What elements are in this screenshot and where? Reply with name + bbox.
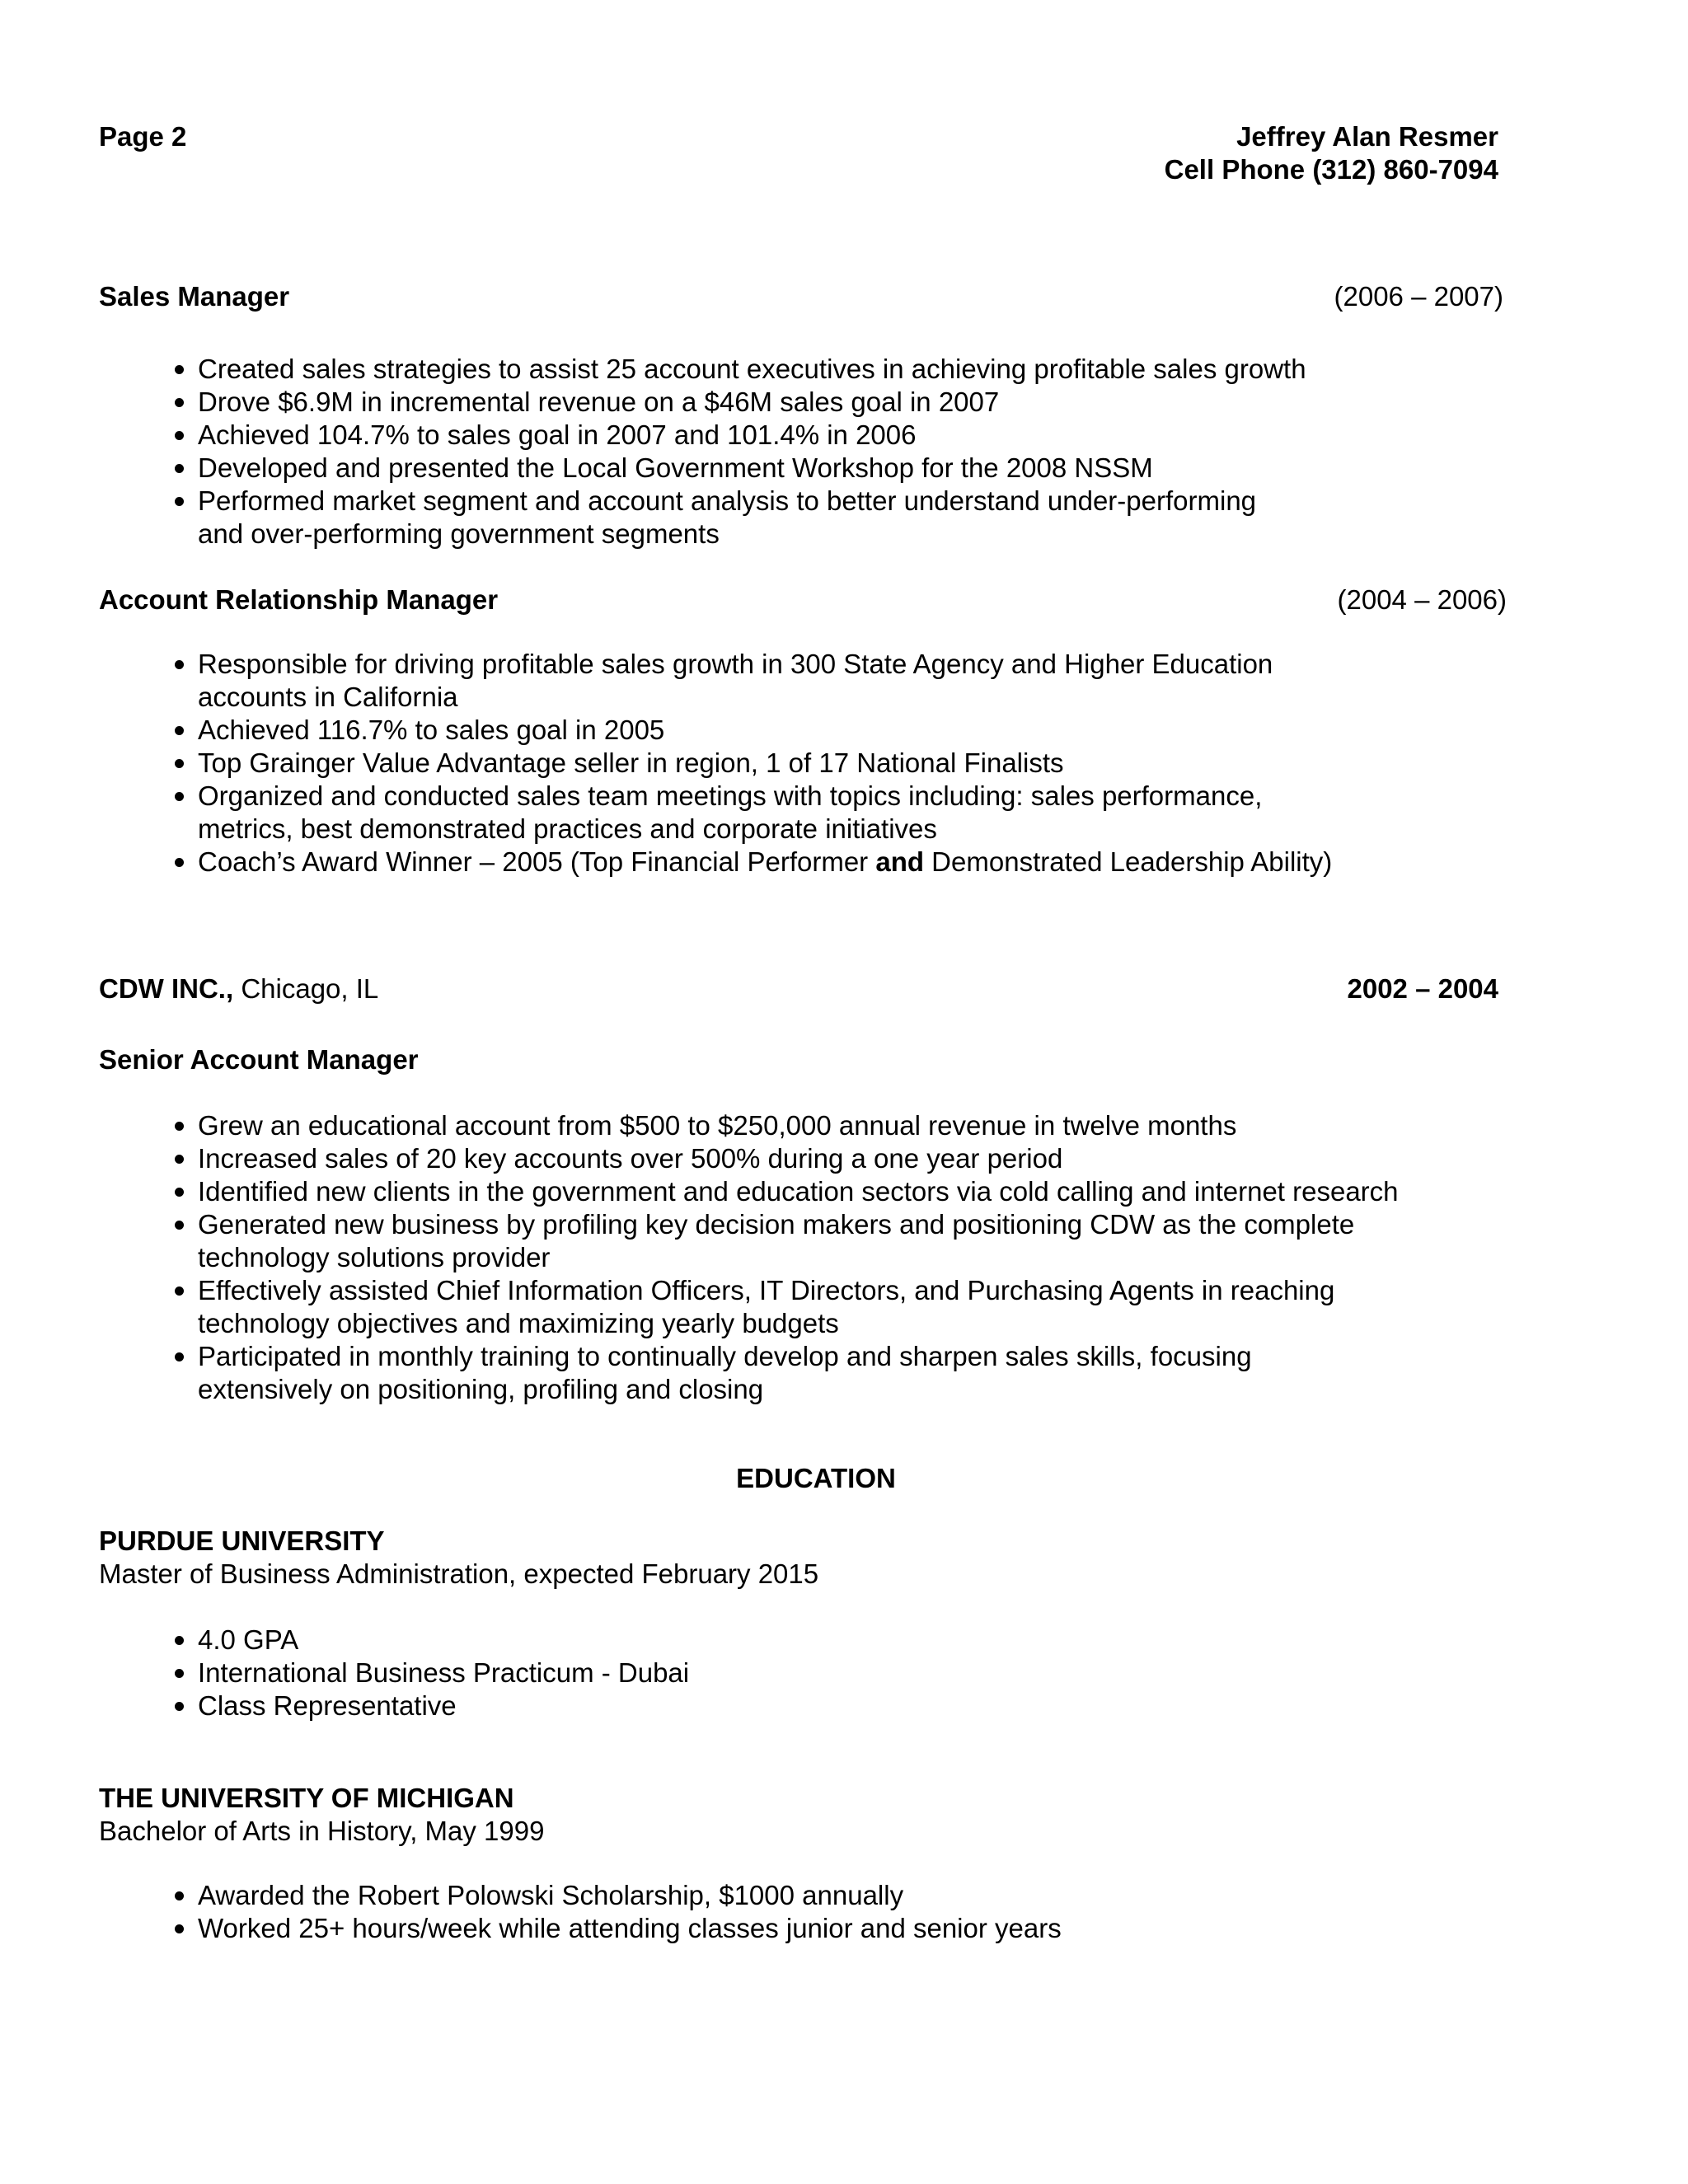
list-item-continuation: accounts in California	[198, 682, 458, 712]
employer-name: CDW INC.,	[99, 973, 234, 1004]
list-item: Drove $6.9M in incremental revenue on a $46M sales goal in 2007	[0, 386, 1306, 419]
list-item: Participated in monthly training to continually develop and sharpen sales skills, focusing	[0, 1340, 1252, 1373]
list-item: 4.0 GPA	[0, 1624, 689, 1657]
senior-account-bullets-3	[0, 1340, 1252, 1373]
candidate-name: Jeffrey Alan Resmer	[1236, 121, 1498, 152]
role-title-account-relationship-manager: Account Relationship Manager	[99, 584, 499, 615]
list-item: Worked 25+ hours/week while attending classes junior and senior years	[0, 1912, 1062, 1945]
list-item-continuation: metrics, best demonstrated practices and corporate initiatives	[198, 813, 937, 844]
list-item: Class Representative	[0, 1690, 689, 1722]
school-name-purdue: PURDUE UNIVERSITY	[99, 1526, 385, 1556]
list-item: Increased sales of 20 key accounts over 500% during a one year period	[0, 1142, 1399, 1175]
list-item: Achieved 116.7% to sales goal in 2005	[0, 714, 1262, 747]
page-number: Page 2	[99, 121, 187, 152]
list-item: Developed and presented the Local Government Workshop for the 2008 NSSM	[0, 452, 1306, 485]
senior-account-bullets-2	[0, 1274, 1334, 1307]
list-item: Performed market segment and account analysis to better understand under-performing	[0, 485, 1306, 518]
list-item: Top Grainger Value Advantage seller in region, 1 of 17 National Finalists	[0, 747, 1262, 780]
employer-location: Chicago, IL	[233, 973, 379, 1004]
employer-dates: 2002 – 2004	[1347, 973, 1498, 1004]
role-title-senior-account-manager: Senior Account Manager	[99, 1044, 419, 1075]
award-bullet	[0, 846, 1332, 879]
award-text-end: Demonstrated Leadership Ability)	[924, 846, 1333, 877]
degree-purdue: Master of Business Administration, expected February 2015	[99, 1558, 819, 1589]
list-item: Organized and conducted sales team meetings with topics including: sales performance,	[0, 780, 1262, 813]
list-item: International Business Practicum - Dubai	[0, 1657, 689, 1690]
account-relationship-bullets-2	[0, 714, 1262, 813]
role-title-sales-manager: Sales Manager	[99, 281, 290, 312]
role-dates-sales-manager: (2006 – 2007)	[1334, 281, 1503, 312]
list-item: Grew an educational account from $500 to $250,000 annual revenue in twelve months	[0, 1109, 1399, 1142]
award-text: Coach’s Award Winner – 2005 (Top Financial Performer	[198, 846, 876, 877]
account-relationship-bullets	[0, 648, 1273, 681]
purdue-bullets	[0, 1624, 689, 1722]
candidate-phone: Cell Phone (312) 860-7094	[1164, 154, 1498, 185]
list-item-continuation: and over-performing government segments	[198, 518, 720, 549]
list-item: Generated new business by profiling key decision makers and positioning CDW as the complete	[0, 1208, 1399, 1241]
school-name-michigan: THE UNIVERSITY OF MICHIGAN	[99, 1783, 514, 1813]
degree-michigan: Bachelor of Arts in History, May 1999	[99, 1816, 545, 1846]
list-item-continuation: technology objectives and maximizing yearly budgets	[198, 1308, 839, 1338]
sales-manager-bullets	[0, 353, 1306, 518]
list-item: Achieved 104.7% to sales goal in 2007 and 101.4% in 2006	[0, 419, 1306, 452]
list-item-continuation: technology solutions provider	[198, 1242, 551, 1272]
michigan-bullets	[0, 1879, 1062, 1945]
senior-account-bullets	[0, 1109, 1399, 1241]
list-item: Responsible for driving profitable sales growth in 300 State Agency and Higher Education	[0, 648, 1273, 681]
list-item: Awarded the Robert Polowski Scholarship, $1000 annually	[0, 1879, 1062, 1912]
list-item	[0, 846, 1332, 879]
list-item: Effectively assisted Chief Information Officers, IT Directors, and Purchasing Agents in reaching	[0, 1274, 1334, 1307]
employer-line	[99, 972, 378, 1005]
list-item: Created sales strategies to assist 25 account executives in achieving profitable sales growth	[0, 353, 1306, 386]
role-dates-account-relationship-manager: (2004 – 2006)	[1337, 584, 1507, 615]
award-emphasis: and	[875, 846, 925, 877]
list-item: Identified new clients in the government and education sectors via cold calling and internet research	[0, 1175, 1399, 1208]
section-heading-education: EDUCATION	[736, 1463, 896, 1493]
list-item-continuation: extensively on positioning, profiling and closing	[198, 1374, 764, 1404]
